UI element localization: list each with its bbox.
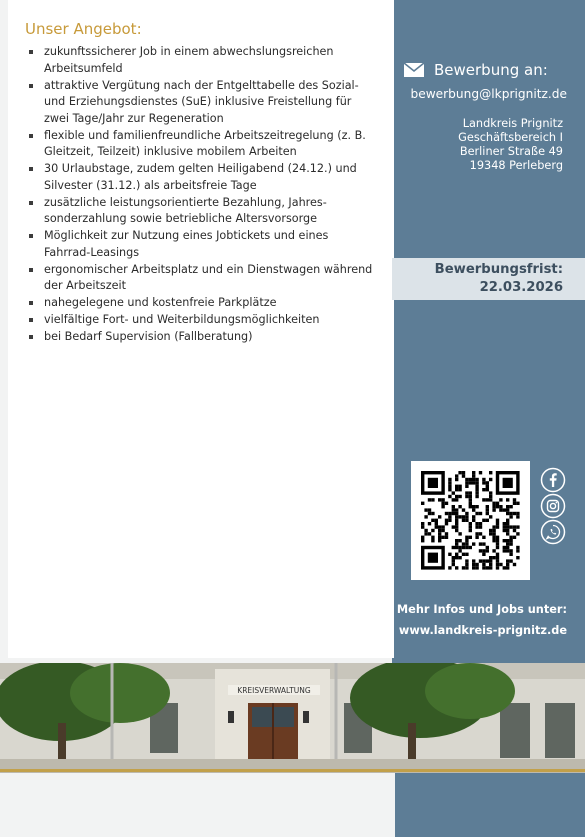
qr-code-graphic bbox=[411, 461, 530, 580]
bullet-icon bbox=[29, 201, 33, 205]
bullet-icon bbox=[29, 301, 33, 305]
list-item-text: attraktive Vergütung nach der Entgelttabelle des Sozial- und Erziehungsdienstes (SuE) inklusive Freistellung für zwei Tage/Jahr zur Regeneration bbox=[44, 78, 359, 125]
bullet-icon bbox=[29, 84, 33, 88]
address-line: Berliner Straße 49 bbox=[459, 145, 563, 158]
more-infos-text: Mehr Infos und Jobs unter: bbox=[396, 603, 567, 616]
bullet-icon bbox=[29, 167, 33, 171]
deadline-label: Bewerbungsfrist: bbox=[434, 262, 563, 277]
bullet-icon bbox=[29, 318, 33, 322]
website-link[interactable]: www.landkreis-prignitz.de bbox=[398, 624, 567, 637]
bullet-icon bbox=[29, 134, 33, 138]
address-line: Geschäftsbereich I bbox=[458, 131, 563, 144]
list-item bbox=[26, 262, 376, 295]
list-item bbox=[26, 228, 376, 261]
bullet-icon bbox=[29, 234, 33, 238]
list-item bbox=[26, 44, 376, 77]
list-item-text: Möglichkeit zur Nutzung eines Jobtickets und eines Fahrrad-Leasings bbox=[44, 229, 329, 259]
offer-panel bbox=[8, 0, 394, 658]
building-sign: KREISVERWALTUNG bbox=[237, 686, 311, 695]
list-item-text: nahegelegene und kostenfreie Parkplätze bbox=[44, 296, 277, 309]
list-item bbox=[26, 295, 376, 312]
application-heading-text: Bewerbung an: bbox=[434, 61, 548, 79]
envelope-icon bbox=[404, 63, 424, 77]
list-item bbox=[26, 195, 376, 228]
bottom-blue-panel bbox=[395, 772, 585, 837]
list-item-text: 30 Urlaubstage, zudem gelten Heiligabend (24.12.) und Silvester (31.12.) als arbeitsfreie Tage bbox=[44, 162, 357, 192]
facebook-icon[interactable] bbox=[540, 467, 566, 493]
offer-list bbox=[26, 44, 376, 346]
list-item bbox=[26, 128, 376, 161]
list-item-text: vielfältige Fort- und Weiterbildungsmöglichkeiten bbox=[44, 313, 320, 326]
qr-code[interactable] bbox=[411, 461, 530, 580]
bullet-icon bbox=[29, 268, 33, 272]
list-item bbox=[26, 312, 376, 329]
address-line: 19348 Perleberg bbox=[469, 159, 563, 172]
bullet-icon bbox=[29, 50, 33, 54]
list-item bbox=[26, 78, 376, 128]
list-item-text: bei Bedarf Supervision (Fallberatung) bbox=[44, 330, 253, 343]
list-item-text: flexible und familienfreundliche Arbeitszeitregelung (z. B. Gleitzeit, Teilzeit) inklusive mobilem Arbeiten bbox=[44, 128, 366, 158]
list-item-text: ergonomischer Arbeitsplatz und ein Dienstwagen während der Arbeitszeit bbox=[44, 262, 373, 292]
offer-title: Unser Angebot: bbox=[25, 20, 142, 38]
application-email-link[interactable]: bewerbung@lkprignitz.de bbox=[410, 87, 567, 101]
gold-divider bbox=[0, 769, 585, 772]
application-address bbox=[458, 117, 563, 173]
list-item bbox=[26, 329, 376, 346]
bullet-icon bbox=[29, 335, 33, 339]
address-line: Landkreis Prignitz bbox=[462, 117, 563, 130]
list-item-text: zusätzliche leistungsorientierte Bezahlung, Jahres-sonderzahlung sowie betriebliche Altersvorsorge bbox=[44, 195, 327, 225]
building-photo bbox=[0, 663, 585, 773]
application-heading bbox=[404, 61, 548, 79]
deadline-date: 22.03.2026 bbox=[479, 280, 563, 295]
list-item-text: zukunftssicherer Job in einem abwechslungsreichen Arbeitsumfeld bbox=[44, 45, 334, 75]
instagram-icon[interactable] bbox=[540, 493, 566, 519]
list-item bbox=[26, 161, 376, 194]
whatsapp-icon[interactable] bbox=[540, 519, 566, 545]
